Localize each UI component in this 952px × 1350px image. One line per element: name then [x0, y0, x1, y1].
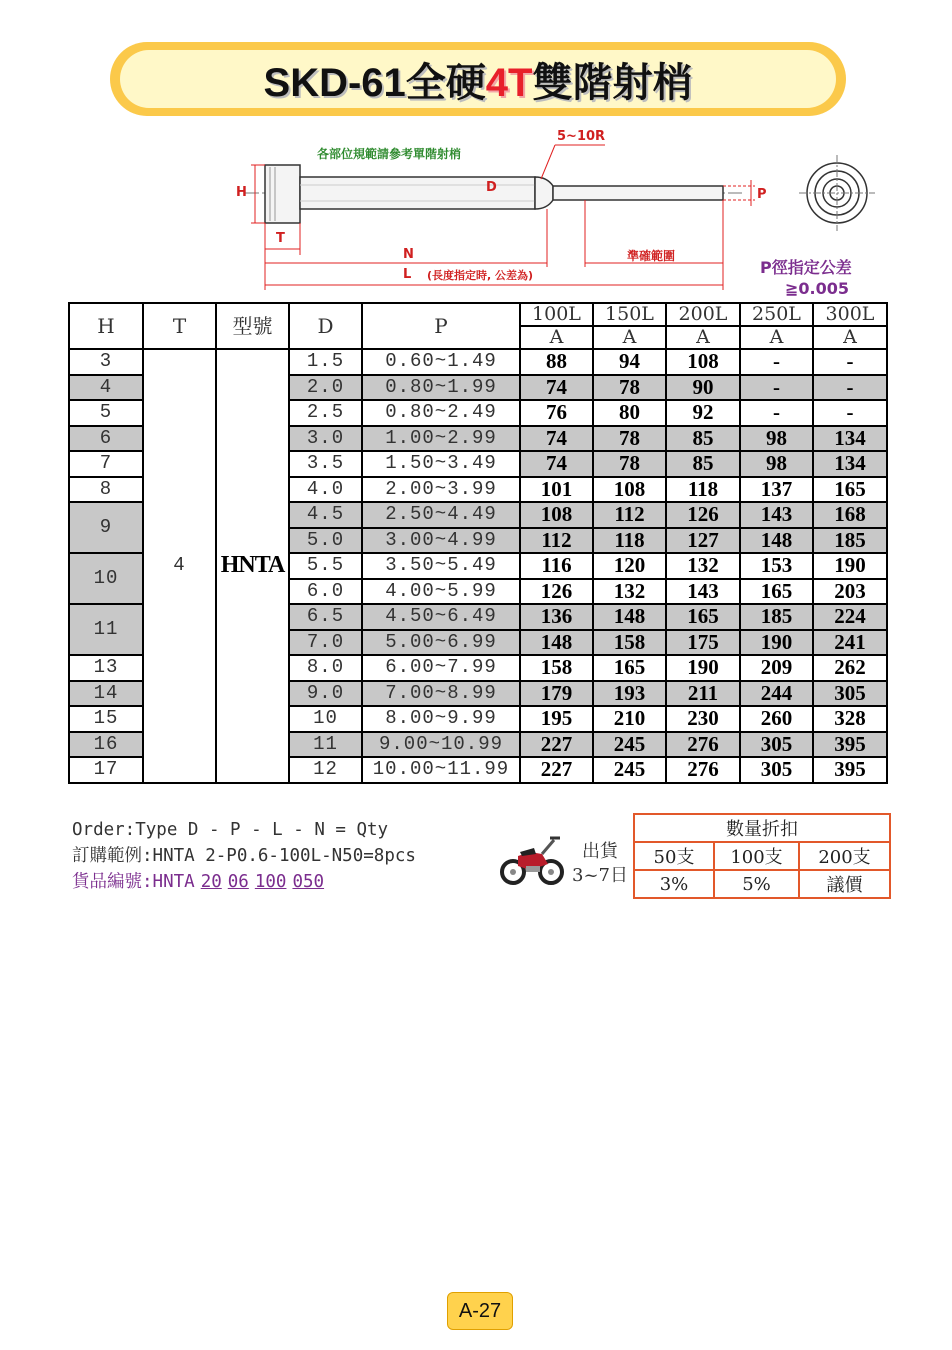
- cell-a: 78: [593, 375, 666, 401]
- cell-p: 4.00~5.99: [362, 579, 520, 605]
- cell-a: 132: [666, 553, 740, 579]
- cell-p: 3.00~4.99: [362, 528, 520, 554]
- cell-a: 134: [813, 451, 887, 477]
- header-length: 200L: [666, 303, 740, 326]
- cell-a: 262: [813, 655, 887, 681]
- discount-qty: 50支: [634, 842, 714, 870]
- cell-h: 6: [69, 426, 143, 452]
- cell-d: 5.0: [289, 528, 362, 554]
- order-info: [72, 817, 416, 895]
- cell-d: 1.5: [289, 349, 362, 375]
- cell-a: 328: [813, 706, 887, 732]
- cell-d: 6.0: [289, 579, 362, 605]
- cell-a: 305: [740, 757, 813, 783]
- spec-table: [68, 302, 888, 784]
- cell-a: 395: [813, 757, 887, 783]
- cell-d: 12: [289, 757, 362, 783]
- cell-a: 98: [740, 451, 813, 477]
- cell-a: 148: [520, 630, 593, 656]
- cell-a: 98: [740, 426, 813, 452]
- p-tolerance-value: ≧0.005: [785, 279, 850, 298]
- cell-a: 190: [813, 553, 887, 579]
- cell-d: 8.0: [289, 655, 362, 681]
- cell-a: 241: [813, 630, 887, 656]
- cell-a: 78: [593, 426, 666, 452]
- cell-a: 165: [593, 655, 666, 681]
- cell-p: 0.80~2.49: [362, 400, 520, 426]
- cell-h: 7: [69, 451, 143, 477]
- cell-h: 8: [69, 477, 143, 503]
- cell-a: 85: [666, 451, 740, 477]
- discount-rate: 議價: [799, 870, 890, 898]
- page-number: A-27: [447, 1292, 513, 1330]
- n-label: N: [403, 247, 414, 262]
- cell-d: 6.5: [289, 604, 362, 630]
- cell-d: 4.0: [289, 477, 362, 503]
- page-title: SKD-61全硬4T雙階射梢: [263, 60, 693, 105]
- cell-a: 230: [666, 706, 740, 732]
- cell-a: 80: [593, 400, 666, 426]
- cell-a: 112: [593, 502, 666, 528]
- cell-a: 158: [520, 655, 593, 681]
- technical-drawing: [225, 125, 905, 305]
- cell-p: 9.00~10.99: [362, 732, 520, 758]
- h-label: H: [236, 185, 247, 200]
- cell-p: 2.00~3.99: [362, 477, 520, 503]
- cell-a: -: [813, 349, 887, 375]
- cell-a: 74: [520, 426, 593, 452]
- cell-a: 190: [666, 655, 740, 681]
- cell-d: 2.5: [289, 400, 362, 426]
- order-example: 訂購範例:HNTA 2-P0.6-100L-N50=8pcs: [72, 846, 416, 866]
- cell-d: 7.0: [289, 630, 362, 656]
- header-a: A: [666, 326, 740, 349]
- p-label: P: [757, 187, 767, 202]
- cell-a: -: [740, 349, 813, 375]
- cell-a: 92: [666, 400, 740, 426]
- discount-rate: 5%: [714, 870, 799, 898]
- cell-a: 168: [813, 502, 887, 528]
- cell-a: 101: [520, 477, 593, 503]
- cell-a: 116: [520, 553, 593, 579]
- cell-a: 195: [520, 706, 593, 732]
- cell-a: 227: [520, 757, 593, 783]
- cell-a: 210: [593, 706, 666, 732]
- cell-p: 2.50~4.49: [362, 502, 520, 528]
- cell-d: 10: [289, 706, 362, 732]
- cell-a: 126: [666, 502, 740, 528]
- cell-a: -: [740, 400, 813, 426]
- cell-a: 127: [666, 528, 740, 554]
- cell-p: 7.00~8.99: [362, 681, 520, 707]
- cell-a: 94: [593, 349, 666, 375]
- cell-a: 126: [520, 579, 593, 605]
- header-a: A: [593, 326, 666, 349]
- header-length: 250L: [740, 303, 813, 326]
- cell-a: 244: [740, 681, 813, 707]
- cell-a: 203: [813, 579, 887, 605]
- cell-a: 120: [593, 553, 666, 579]
- cell-a: 158: [593, 630, 666, 656]
- cell-h: 10: [69, 553, 143, 604]
- cell-h: 16: [69, 732, 143, 758]
- cell-a: 276: [666, 757, 740, 783]
- cell-a: 209: [740, 655, 813, 681]
- cell-a: 132: [593, 579, 666, 605]
- p-tolerance-label: P徑指定公差: [760, 258, 852, 277]
- l-label: L: [403, 267, 412, 282]
- header-h: H: [69, 303, 143, 349]
- cell-a: 185: [740, 604, 813, 630]
- cell-a: 74: [520, 375, 593, 401]
- cell-p: 1.50~3.49: [362, 451, 520, 477]
- cell-a: 143: [666, 579, 740, 605]
- cell-a: 165: [740, 579, 813, 605]
- cell-a: 118: [666, 477, 740, 503]
- cell-p: 0.60~1.49: [362, 349, 520, 375]
- cell-a: 76: [520, 400, 593, 426]
- shipping-time: 出貨 3~7日: [572, 841, 628, 886]
- cell-a: 148: [593, 604, 666, 630]
- cell-a: 245: [593, 757, 666, 783]
- cell-a: 136: [520, 604, 593, 630]
- header-a: A: [520, 326, 593, 349]
- cell-a: 90: [666, 375, 740, 401]
- cell-a: 74: [520, 451, 593, 477]
- cell-a: 134: [813, 426, 887, 452]
- drawing-note: 各部位規範請參考單階射梢: [317, 147, 462, 161]
- cell-a: -: [813, 400, 887, 426]
- cell-a: 165: [666, 604, 740, 630]
- cell-a: 85: [666, 426, 740, 452]
- cell-h: 4: [69, 375, 143, 401]
- cell-d: 11: [289, 732, 362, 758]
- length-tolerance-note: (長度指定時, 公差為): [427, 269, 534, 282]
- cell-d: 5.5: [289, 553, 362, 579]
- discount-rate: 3%: [634, 870, 714, 898]
- cell-a: 108: [666, 349, 740, 375]
- header-a: A: [740, 326, 813, 349]
- cell-a: 185: [813, 528, 887, 554]
- cell-a: 112: [520, 528, 593, 554]
- cell-a: 137: [740, 477, 813, 503]
- cell-a: 395: [813, 732, 887, 758]
- cell-p: 4.50~6.49: [362, 604, 520, 630]
- cell-a: -: [813, 375, 887, 401]
- header-d: D: [289, 303, 362, 349]
- cell-d: 2.0: [289, 375, 362, 401]
- item-code: 貨品編號:HNTA 20 06 100 050: [72, 872, 325, 892]
- cell-a: 165: [813, 477, 887, 503]
- cell-a: 193: [593, 681, 666, 707]
- discount-table: [633, 813, 891, 899]
- cell-p: 0.80~1.99: [362, 375, 520, 401]
- header-length: 100L: [520, 303, 593, 326]
- discount-qty: 100支: [714, 842, 799, 870]
- cell-a: 148: [740, 528, 813, 554]
- cell-h: 9: [69, 502, 143, 553]
- title-banner: [110, 42, 846, 116]
- cell-p: 1.00~2.99: [362, 426, 520, 452]
- header-length: 150L: [593, 303, 666, 326]
- cell-a: 153: [740, 553, 813, 579]
- header-model: 型號: [216, 303, 289, 349]
- cell-a: 260: [740, 706, 813, 732]
- cell-a: 211: [666, 681, 740, 707]
- cell-h: 11: [69, 604, 143, 655]
- cell-a: 118: [593, 528, 666, 554]
- t-label: T: [276, 231, 285, 246]
- cell-h: 5: [69, 400, 143, 426]
- cell-a: 143: [740, 502, 813, 528]
- cell-d: 4.5: [289, 502, 362, 528]
- cell-d: 3.0: [289, 426, 362, 452]
- cell-p: 6.00~7.99: [362, 655, 520, 681]
- cell-a: 245: [593, 732, 666, 758]
- cell-a: 108: [593, 477, 666, 503]
- cell-t: 4: [143, 349, 216, 783]
- header-t: T: [143, 303, 216, 349]
- discount-title: 數量折扣: [634, 814, 890, 842]
- table-row: [69, 349, 887, 375]
- header-length: 300L: [813, 303, 887, 326]
- cell-a: 227: [520, 732, 593, 758]
- cell-p: 5.00~6.99: [362, 630, 520, 656]
- cell-a: 175: [666, 630, 740, 656]
- cell-h: 13: [69, 655, 143, 681]
- header-a: A: [813, 326, 887, 349]
- cell-model: HNTA: [216, 349, 289, 783]
- cell-a: 224: [813, 604, 887, 630]
- cell-h: 15: [69, 706, 143, 732]
- cell-p: 8.00~9.99: [362, 706, 520, 732]
- order-format: Order:Type D - P - L - N = Qty: [72, 820, 389, 840]
- cell-a: 305: [740, 732, 813, 758]
- d-label: D: [486, 180, 497, 195]
- cell-d: 9.0: [289, 681, 362, 707]
- cell-a: 179: [520, 681, 593, 707]
- cell-a: 190: [740, 630, 813, 656]
- cell-a: 276: [666, 732, 740, 758]
- cell-d: 3.5: [289, 451, 362, 477]
- cell-h: 17: [69, 757, 143, 783]
- cell-p: 3.50~5.49: [362, 553, 520, 579]
- cell-p: 10.00~11.99: [362, 757, 520, 783]
- discount-qty: 200支: [799, 842, 890, 870]
- cell-h: 3: [69, 349, 143, 375]
- accuracy-range-label: 準確範圍: [627, 249, 676, 263]
- cell-a: 305: [813, 681, 887, 707]
- header-p: P: [362, 303, 520, 349]
- cell-a: 78: [593, 451, 666, 477]
- cell-h: 14: [69, 681, 143, 707]
- cell-a: -: [740, 375, 813, 401]
- radius-label: 5~10R: [557, 129, 606, 144]
- cell-a: 88: [520, 349, 593, 375]
- cell-a: 108: [520, 502, 593, 528]
- motorcycle-icon: [500, 826, 564, 890]
